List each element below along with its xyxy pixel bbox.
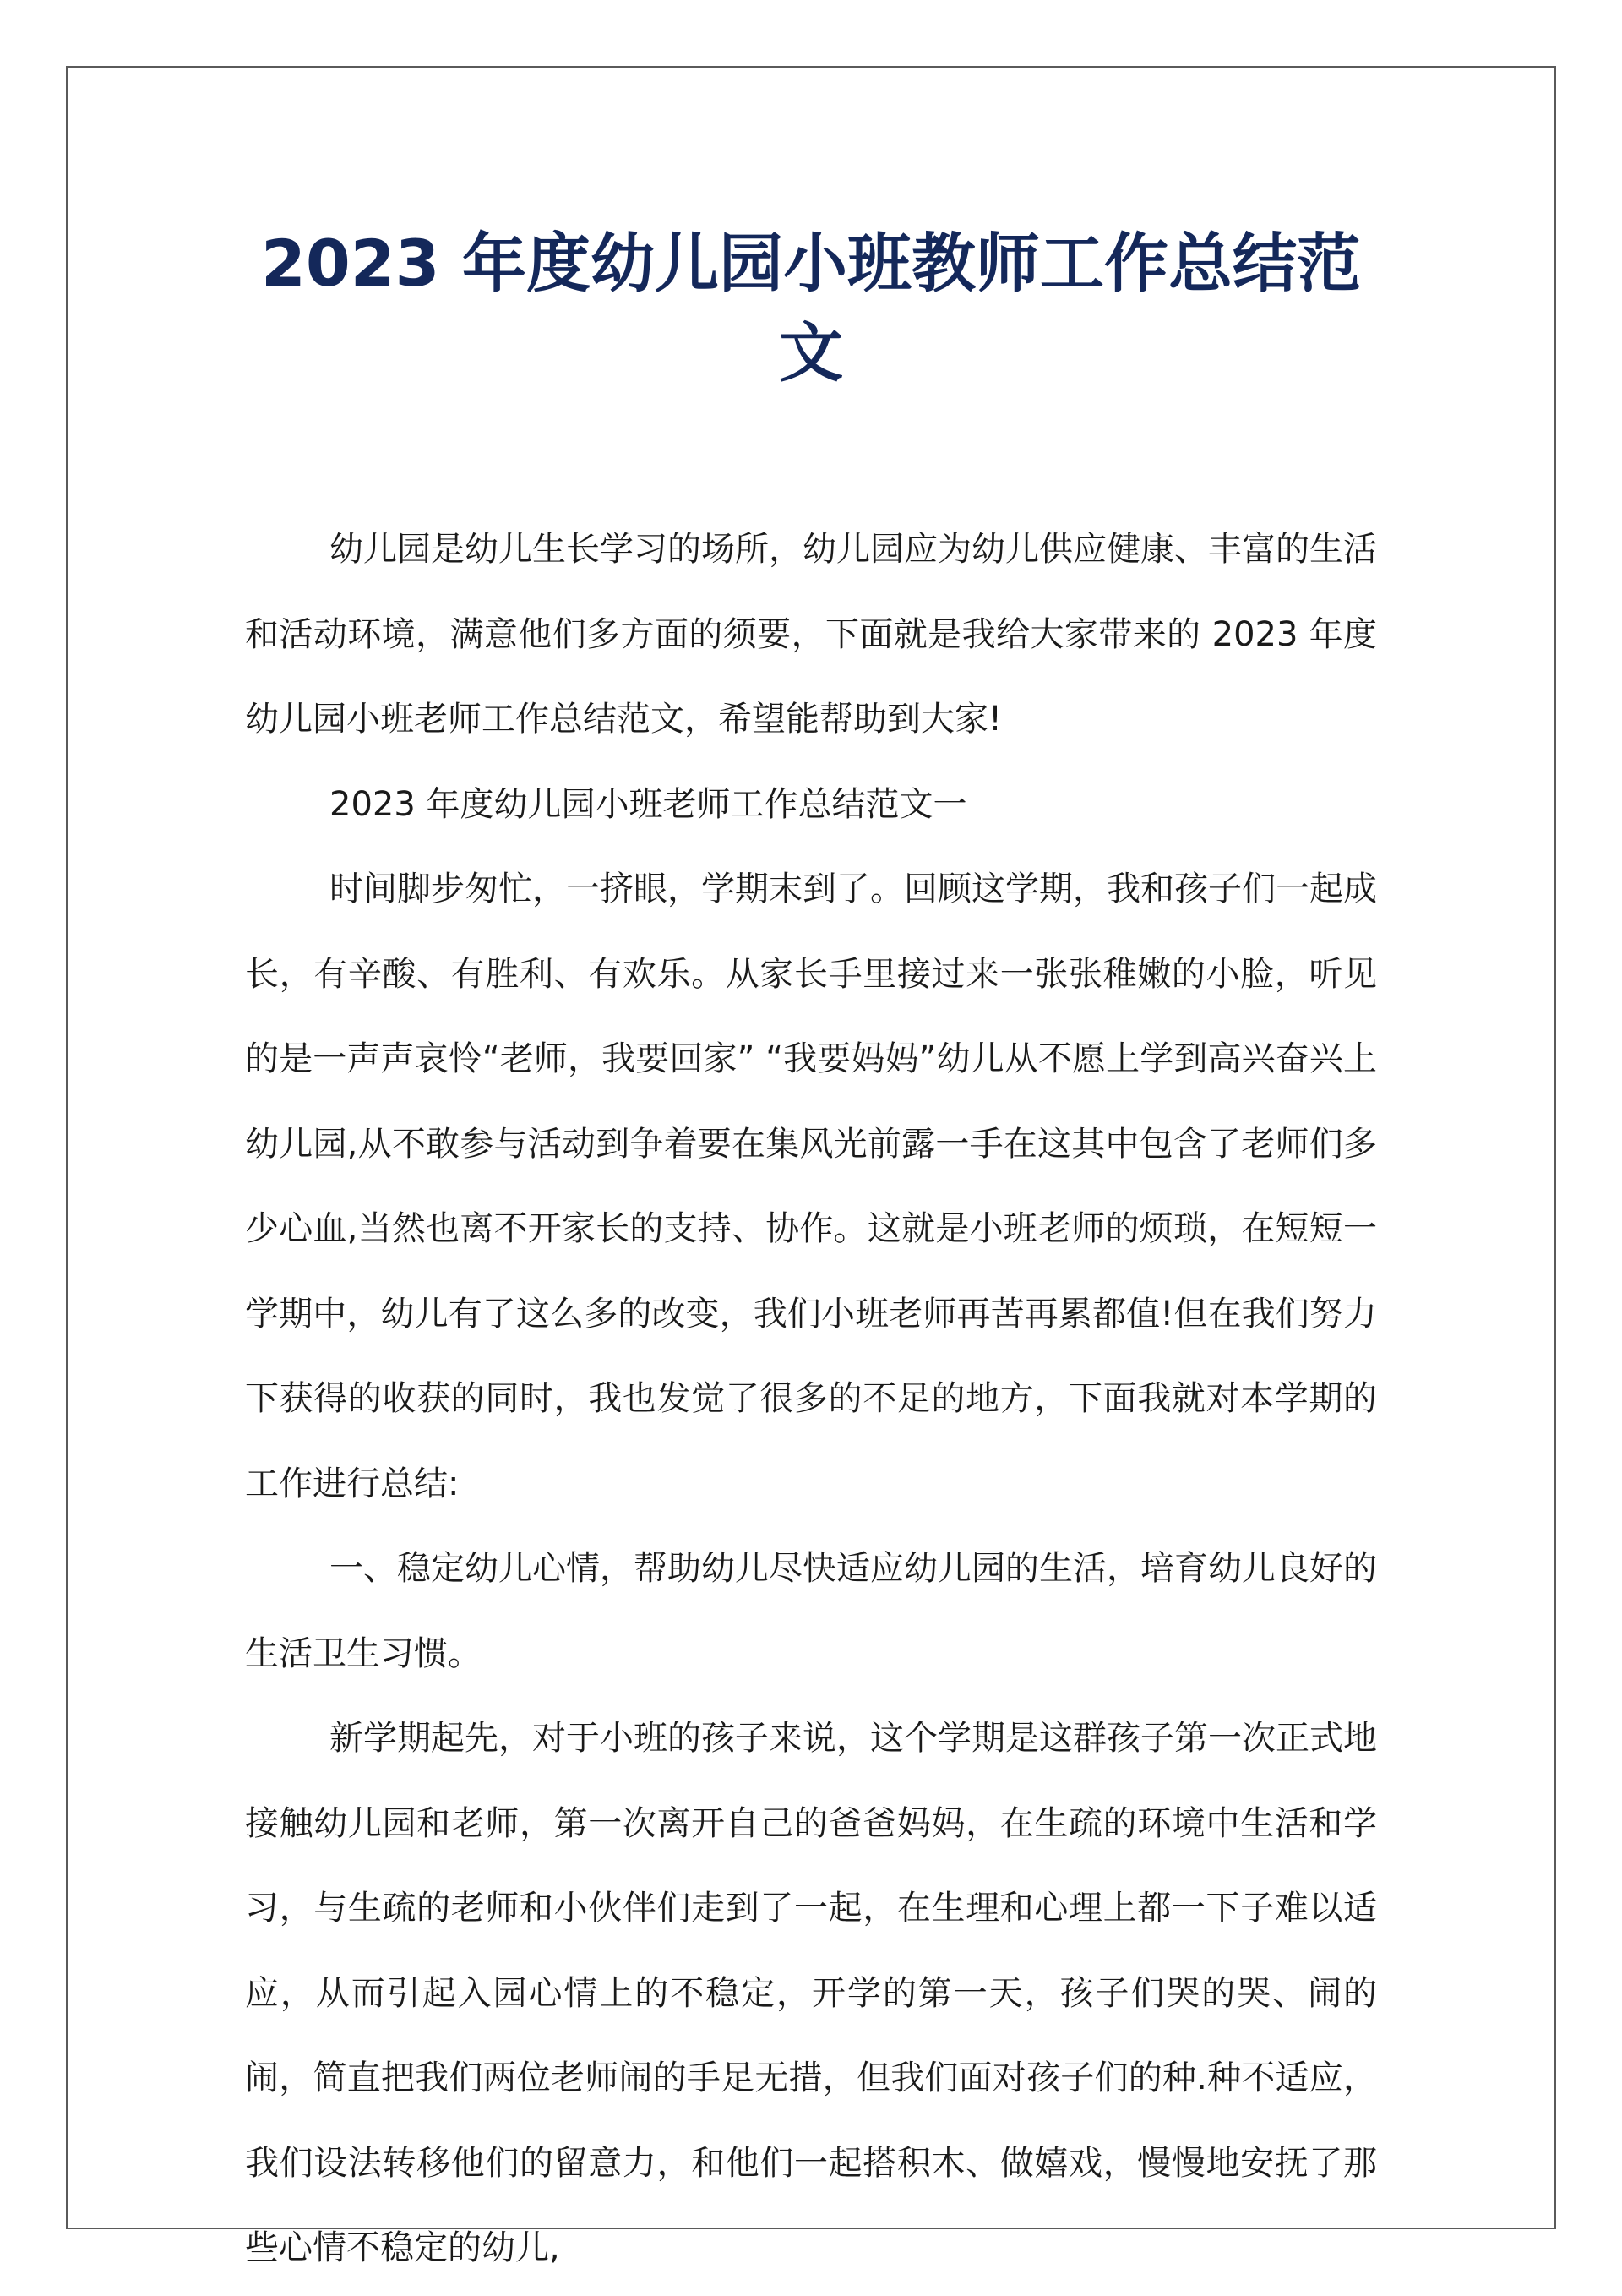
paragraph-section-heading: 2023 年度幼儿园小班老师工作总结范文一 [329, 784, 967, 824]
paragraph-point-one: 一、稳定幼儿心情，帮助幼儿尽快适应幼儿园的生活，培育幼儿良好的生活卫生习惯。 [245, 1549, 1377, 1673]
document-body [245, 507, 1377, 2291]
paragraph-new-semester: 新学期起先，对于小班的孩子来说，这个学期是这群孩子第一次正式地接触幼儿园和老师，第一次离开自己的爸爸妈妈，在生疏的环境中生活和学习，与生疏的老师和小伙伴们走到了一起，在生理和心理上都一下子难以适应，从而引起入园心情上的不稳定，开学的第一天，孩子们哭的哭、闹的闹，简直把我们两位老师闹的手足无措，但我们面对孩子们的种.种不适应，我们设法转移他们的留意力，和他们一起搭积木、做嬉戏，慢慢地安抚了那些心情不稳定的幼儿, [245, 1719, 1377, 2267]
paragraph-intro: 幼儿园是幼儿生长学习的场所，幼儿园应为幼儿供应健康、丰富的生活和活动环境，满意他们多方面的须要，下面就是我给大家带来的 2023 年度幼儿园小班老师工作总结范文，希望能帮助到大家! [245, 530, 1377, 739]
document-title-line-1: 2023 年度幼儿园小班教师工作总结范 [261, 226, 1361, 301]
document-title-line-2: 文 [779, 315, 843, 390]
paragraph-review: 时间脚步匆忙，一挤眼，学期末到了。回顾这学期，我和孩子们一起成长，有辛酸、有胜利、有欢乐。从家长手里接过来一张张稚嫩的小脸，听见的是一声声哀怜“老师，我要回家” “我要妈妈”幼儿从不愿上学到高兴奋兴上幼儿园,从不敢参与活动到争着要在集风光前露一手在这其中包含了老师们多少心血,当然也离不开家长的支持、协作。这就是小班老师的烦琐，在短短一学期中，幼儿有了这么多的改变，我们小班老师再苦再累都值!但在我们努力下获得的收获的同时，我也发觉了很多的不足的地方，下面我就对本学期的工作进行总结: [245, 870, 1377, 1503]
